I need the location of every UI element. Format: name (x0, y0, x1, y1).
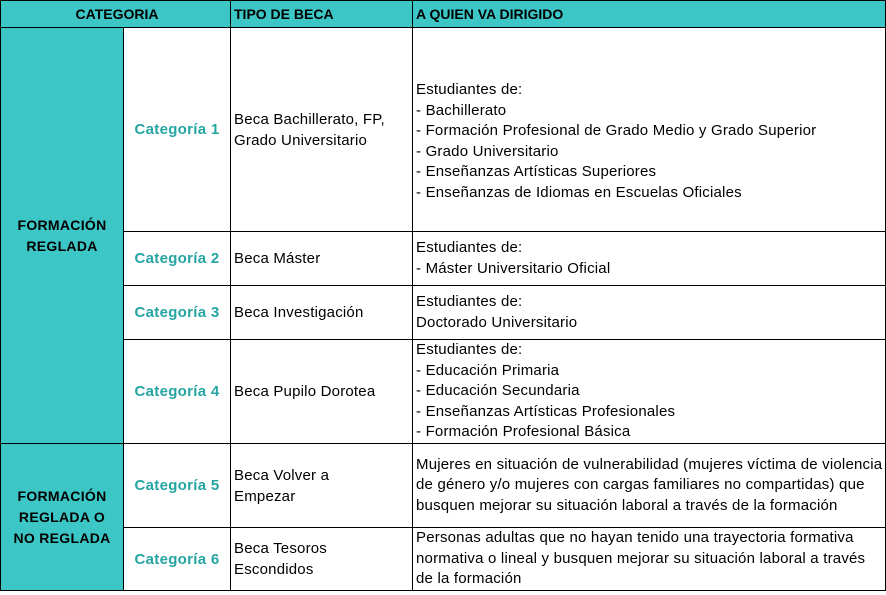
group-label-line: FORMACIÓN (17, 216, 107, 233)
dirigido-line: - Formación Profesional Básica (416, 423, 631, 441)
tipo-line: Beca Tesoros (234, 540, 328, 557)
category-name: Categoría 4 (124, 340, 231, 444)
group-formacion-reglada-o-no-reglada (1, 444, 124, 591)
tipo-line: Grado Universitario (234, 131, 368, 149)
tipo-de-beca (231, 286, 413, 340)
header-row (1, 1, 886, 28)
category-name: Categoría 6 (124, 528, 231, 591)
dirigido-line: Estudiantes de: (416, 239, 523, 256)
tipo-line: Beca Máster (234, 250, 321, 267)
dirigido (413, 528, 886, 591)
tipo-de-beca (231, 340, 413, 444)
tipo-line: Escondidos (234, 561, 314, 578)
header-a-quien-va-dirigido: A QUIEN VA DIRIGIDO (413, 1, 886, 28)
tipo-line: Empezar (234, 487, 296, 505)
dirigido-text: Mujeres en situación de vulnerabilidad (mujeres víctima de violencia de género y/o mujeres con cargas familiares no compartidas) que busquen mejorar su situación laboral a través de la formación (416, 455, 883, 514)
header-categoria: CATEGORIA (1, 1, 231, 28)
dirigido-line: Estudiantes de: (416, 293, 523, 310)
dirigido-line: - Enseñanzas Artísticas Superiores (416, 163, 657, 180)
table-row (1, 28, 886, 232)
group-label-line: FORMACIÓN (17, 487, 107, 504)
header-tipo-de-beca: TIPO DE BECA (231, 1, 413, 28)
table-row (1, 232, 886, 286)
dirigido-line: - Bachillerato (416, 101, 507, 119)
dirigido (413, 232, 886, 286)
dirigido-line: - Grado Universitario (416, 142, 559, 160)
dirigido (413, 444, 886, 528)
dirigido-line: Estudiantes de: (416, 81, 523, 98)
category-name: Categoría 3 (124, 286, 231, 340)
tipo-line: Beca Bachillerato, FP, (234, 110, 385, 128)
group-formacion-reglada (1, 28, 124, 444)
tipo-de-beca (231, 528, 413, 591)
tipo-line: Beca Volver a (234, 466, 330, 484)
group-label-line: REGLADA O (18, 508, 106, 525)
dirigido-line: - Formación Profesional de Grado Medio y Grado Superior (416, 122, 817, 139)
tipo-de-beca (231, 28, 413, 232)
dirigido-line: Estudiantes de: (416, 341, 523, 359)
group-label-line: NO REGLADA (13, 529, 111, 546)
dirigido-line: - Máster Universitario Oficial (416, 259, 611, 277)
dirigido-line: - Educación Secundaria (416, 382, 580, 400)
category-name: Categoría 2 (124, 232, 231, 286)
group-label-line: REGLADA (26, 237, 98, 254)
dirigido-line: - Enseñanzas Artísticas Profesionales (416, 402, 676, 420)
table-row (1, 444, 886, 528)
table-row (1, 340, 886, 444)
dirigido-text: Personas adultas que no hayan tenido una trayectoria formativa normativa o lineal y busquen mejorar su situación laboral a través de la formación (416, 529, 866, 588)
dirigido (413, 28, 886, 232)
table-row (1, 286, 886, 340)
dirigido-line: - Enseñanzas de Idiomas en Escuelas Oficiales (416, 183, 742, 201)
dirigido-line: - Educación Primaria (416, 361, 560, 379)
table-row (1, 528, 886, 591)
dirigido-line: Doctorado Universitario (416, 313, 578, 331)
category-name: Categoría 1 (124, 28, 231, 232)
category-name: Categoría 5 (124, 444, 231, 528)
dirigido (413, 340, 886, 444)
tipo-line: Beca Investigación (234, 304, 364, 321)
tipo-de-beca (231, 232, 413, 286)
dirigido (413, 286, 886, 340)
tipo-line: Beca Pupilo Dorotea (234, 383, 376, 400)
tipo-de-beca (231, 444, 413, 528)
